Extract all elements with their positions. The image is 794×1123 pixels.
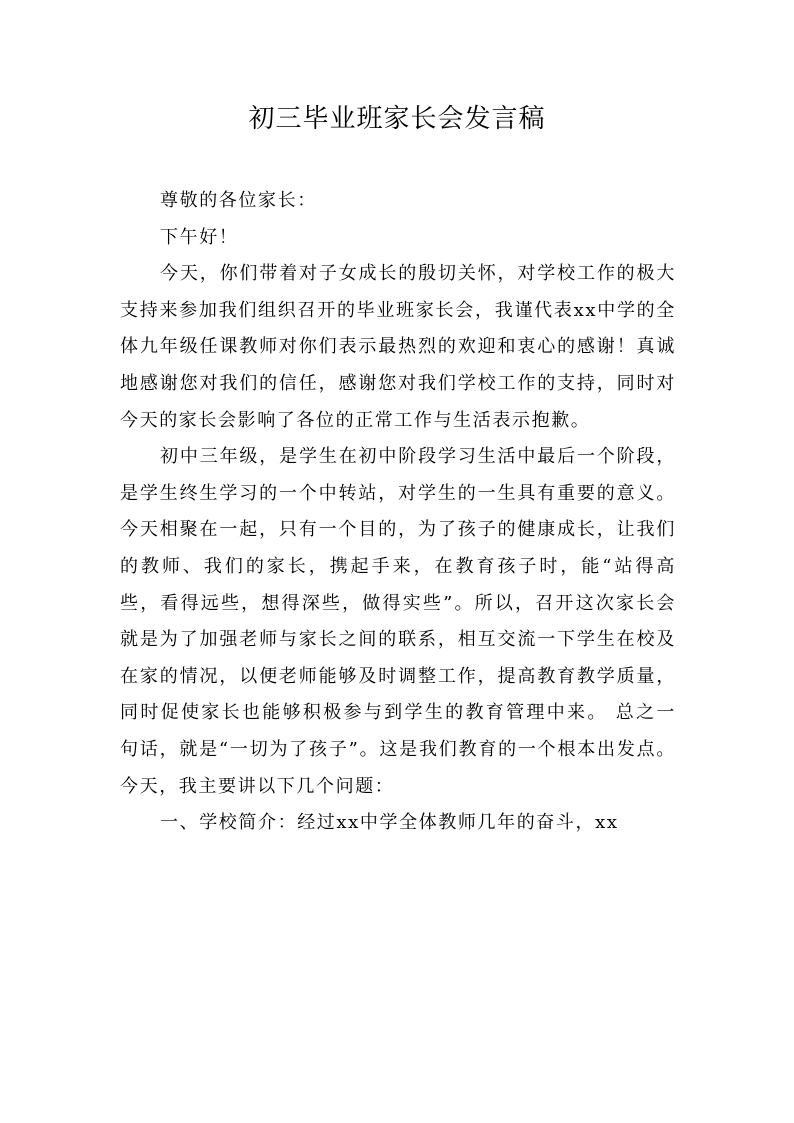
paragraph-school-intro: 一、学校简介：经过xx中学全体教师几年的奋斗，xx (160, 812, 619, 834)
document-body (120, 183, 676, 842)
paragraph-greeting: 尊敬的各位家长： (160, 190, 317, 211)
paragraph-grade-nine: 初中三年级，是学生在初中阶段学习生活中最后一个阶段，是学生终生学习的一个中转站，对学生的一生具有重要的意义。今天相聚在一起，只有一个目的，为了孩子的健康成长，让我们的教师、我们的家长，携起手来，在教育孩子时，能“站得高些，看得远些，想得深些，做得实些”。所以，召开这次家长会就是为了加强老师与家长之间的联系，相互交流一下学生在校及在家的情况，以便老师能够及时调整工作，提高教育教学质量，同时促使家长也能够积极参与到学生的教育管理中来。 总之一句话，就是“一切为了孩子”。这是我们教育的一个根本出发点。今天，我主要讲以下几个问题： (120, 446, 676, 797)
paragraph-welcome: 今天，你们带着对子女成长的殷切关怀，对学校工作的极大支持来参加我们组织召开的毕业班家长会，我谨代表xx中学的全体九年级任课教师对你们表示最热烈的欢迎和衷心的感谢！真诚地感谢您对我们的信任，感谢您对我们学校工作的支持，同时对今天的家长会影响了各位的正常工作与生活表示抱歉。 (120, 263, 676, 431)
paragraph-salutation: 下午好！ (160, 226, 239, 248)
document-title: 初三毕业班家长会发言稿 (248, 104, 546, 134)
